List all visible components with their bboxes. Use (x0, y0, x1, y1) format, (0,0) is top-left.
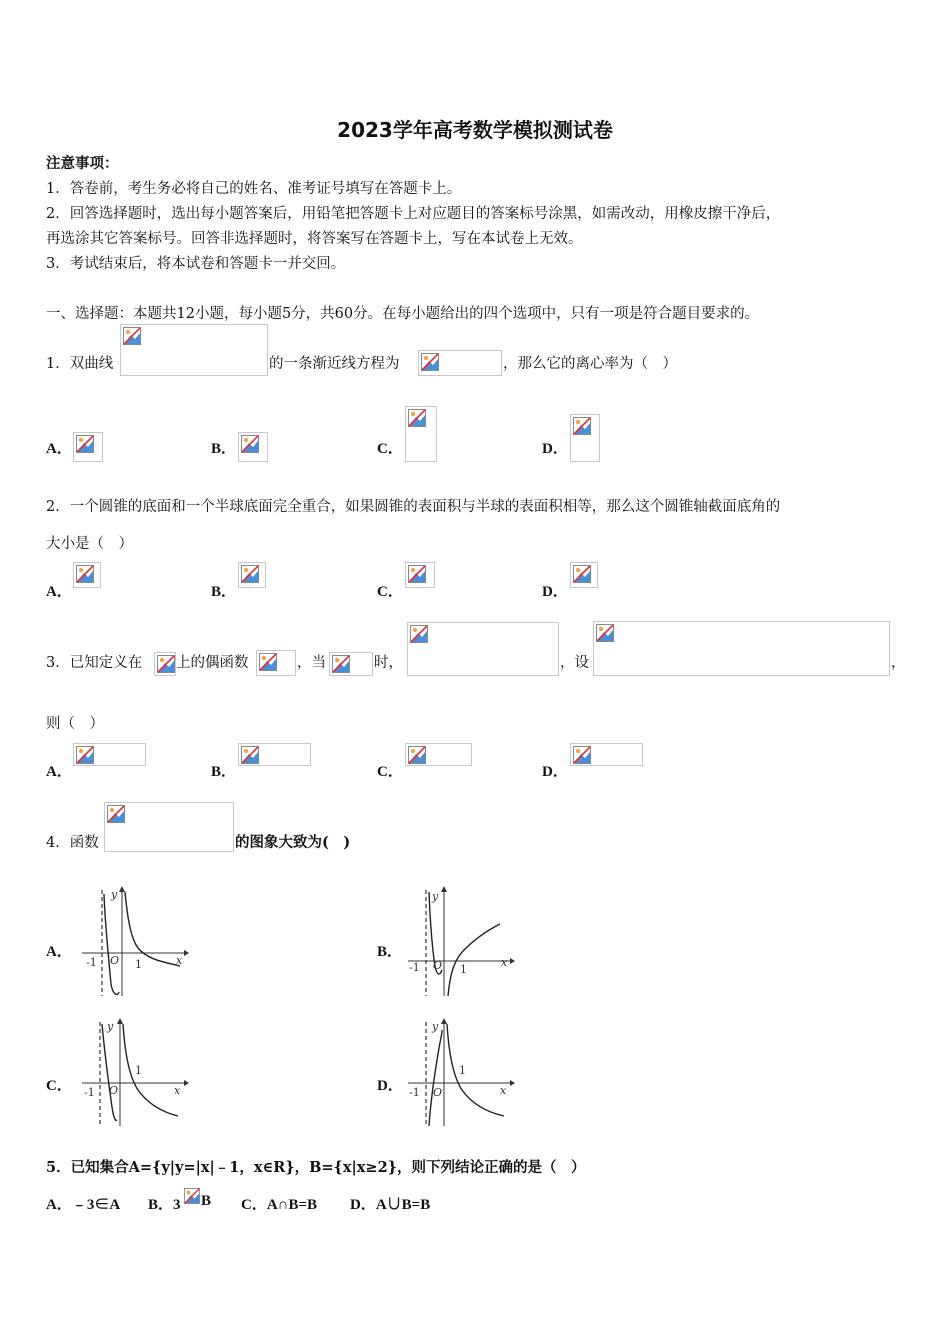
tick-label-1: 1 (459, 1064, 466, 1077)
broken-image-icon (408, 746, 426, 764)
q1-prefix: 1．双曲线 (46, 356, 114, 372)
q4-option-b-graph[interactable] (404, 884, 516, 998)
q4-suffix: 的图象大致为( ) (235, 834, 351, 851)
y-axis-label: y (111, 888, 118, 901)
q5-option-b-symbol-image (184, 1188, 201, 1208)
broken-image-icon (408, 409, 426, 427)
q1-option-b-label[interactable]: B． (211, 441, 237, 457)
q3-option-a-label[interactable]: A． (46, 764, 72, 780)
broken-image-icon (241, 746, 259, 764)
q3-option-d-image[interactable] (570, 743, 643, 766)
tick-label-neg1: -1 (409, 961, 420, 974)
q3-stem-line2: 则（ ） (46, 716, 104, 732)
q5-option-b-suffix[interactable]: B (201, 1193, 212, 1209)
q1-asymptote-image (418, 350, 502, 376)
q1-suffix: ，那么它的离心率为（ ） (503, 356, 677, 372)
broken-image-icon (76, 435, 94, 453)
q1-option-c-label[interactable]: C． (377, 441, 403, 457)
broken-image-icon (241, 565, 259, 583)
y-axis-label: y (432, 1020, 439, 1033)
q4-option-a-label[interactable]: A． (46, 944, 72, 960)
q3-part4: 时， (374, 655, 403, 671)
q3-part1: 3．已知定义在 (46, 655, 143, 671)
q4-option-d-label[interactable]: D． (377, 1078, 403, 1094)
q4-option-c-label[interactable]: C． (46, 1078, 72, 1094)
q3-option-d-label[interactable]: D． (542, 764, 568, 780)
q4-function-image (104, 802, 234, 852)
origin-label: O (433, 1086, 443, 1099)
tick-label-1: 1 (135, 1064, 142, 1077)
q5-stem: 5．已知集合A={y|y=|x|﹣1，x∈R}，B={x|x≥2}，则下列结论正确的是（ ） (46, 1159, 586, 1176)
q3-option-c-image[interactable] (405, 743, 472, 766)
q2-option-c-label[interactable]: C． (377, 584, 403, 600)
q5-option-d[interactable]: D．A∪B=B (350, 1197, 431, 1213)
broken-image-icon (573, 417, 591, 435)
broken-image-icon (573, 565, 591, 583)
broken-image-icon (107, 805, 125, 823)
broken-image-icon (76, 565, 94, 583)
origin-label: O (433, 959, 443, 972)
q2-option-a-label[interactable]: A． (46, 584, 72, 600)
q5-option-a[interactable]: A．﹣3∈A (46, 1197, 121, 1213)
q2-option-d-label[interactable]: D． (542, 584, 568, 600)
q3-function-image (256, 650, 296, 676)
q4-prefix: 4．函数 (46, 835, 99, 851)
q2-option-c-image[interactable] (405, 562, 435, 588)
q3-domain-image (154, 652, 176, 676)
notice-heading: 注意事项： (46, 155, 119, 172)
page-title: 2023学年高考数学模拟测试卷 (337, 118, 613, 142)
broken-image-icon (410, 625, 428, 643)
broken-image-icon (408, 565, 426, 583)
q4-option-d-graph[interactable] (404, 1016, 516, 1128)
section-heading: 一、选择题：本题共12小题，每小题5分，共60分。在每小题给出的四个选项中，只有一项是符合题目要求的。 (46, 306, 760, 322)
tick-label-neg1: -1 (409, 1086, 420, 1099)
broken-image-icon (421, 353, 439, 371)
tick-label-1: 1 (460, 963, 467, 976)
q2-option-d-image[interactable] (570, 562, 598, 588)
q3-option-b-label[interactable]: B． (211, 764, 237, 780)
broken-image-icon (259, 653, 277, 671)
notice-item-2-cont: 再选涂其它答案标号。回答非选择题时，将答案写在答题卡上，写在本试卷上无效。 (46, 231, 583, 247)
q3-part5: ，设 (560, 655, 589, 671)
x-axis-label: x (500, 1084, 507, 1097)
q1-option-b-image[interactable] (238, 432, 268, 462)
x-axis-label: x (174, 1084, 181, 1097)
q3-definitions-image (593, 621, 890, 676)
q1-mid: 的一条渐近线方程为 (269, 356, 400, 372)
tick-label-neg1: -1 (86, 956, 97, 969)
q4-option-c-graph[interactable] (78, 1016, 190, 1128)
q3-part3: ，当 (297, 655, 326, 671)
origin-label: O (110, 954, 120, 967)
x-axis-label: x (501, 956, 508, 969)
y-axis-label: y (432, 890, 439, 903)
q1-hyperbola-equation-image (120, 324, 268, 376)
y-axis-label: y (107, 1020, 114, 1033)
notice-item-1: 1．答卷前，考生务必将自己的姓名、准考证号填写在答题卡上。 (46, 181, 462, 197)
broken-image-icon (573, 746, 591, 764)
q1-option-d-image[interactable] (570, 414, 600, 462)
q5-option-c[interactable]: C．A∩B=B (241, 1197, 318, 1213)
x-axis-label: x (176, 954, 183, 967)
broken-image-icon (332, 655, 350, 673)
q3-option-b-image[interactable] (238, 743, 311, 766)
notice-item-2: 2．回答选择题时，选出每小题答案后，用铅笔把答题卡上对应题目的答案标号涂黑，如需改动，用橡皮擦干净后， (46, 206, 781, 222)
broken-image-icon (596, 624, 614, 642)
q3-condition-image (329, 652, 373, 676)
origin-label: O (109, 1084, 119, 1097)
q1-option-a-label[interactable]: A． (46, 441, 72, 457)
broken-image-icon (123, 327, 141, 345)
q3-option-a-image[interactable] (73, 743, 146, 766)
q4-option-a-graph[interactable] (78, 884, 190, 998)
q3-part6: ， (891, 655, 906, 671)
broken-image-icon (76, 746, 94, 764)
tick-label-neg1: -1 (84, 1086, 95, 1099)
q3-expression-image (407, 622, 559, 676)
broken-image-icon (157, 655, 175, 673)
q2-stem-line1: 2．一个圆锥的底面和一个半球底面完全重合，如果圆锥的表面积与半球的表面积相等，那么这个圆锥轴截面底角的 (46, 499, 781, 515)
broken-image-icon (241, 435, 259, 453)
q2-stem-line2: 大小是（ ） (46, 536, 133, 552)
q5-option-b-prefix[interactable]: B．3 (148, 1197, 181, 1213)
q1-option-d-label[interactable]: D． (542, 441, 568, 457)
notice-item-3: 3．考试结束后，将本试卷和答题卡一并交回。 (46, 256, 346, 272)
q2-option-b-image[interactable] (238, 562, 266, 588)
tick-label-1: 1 (135, 958, 142, 971)
q1-option-a-image[interactable] (73, 432, 103, 462)
q2-option-a-image[interactable] (73, 562, 101, 588)
q2-option-b-label[interactable]: B． (211, 584, 237, 600)
broken-image-icon (184, 1188, 200, 1204)
q3-part2: 上的偶函数 (176, 655, 249, 671)
q4-option-b-label[interactable]: B． (377, 944, 403, 960)
q1-option-c-image[interactable] (405, 406, 437, 462)
q3-option-c-label[interactable]: C． (377, 764, 403, 780)
